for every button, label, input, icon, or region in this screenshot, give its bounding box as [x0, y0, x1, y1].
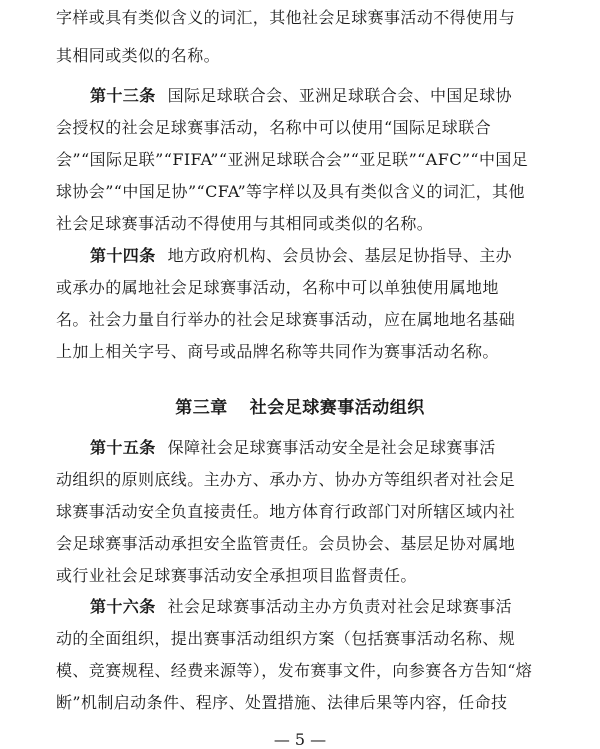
chapter-title: 社会足球赛事活动组织	[249, 398, 425, 418]
text-line: 上加上相关字号、商号或品牌名称等共同作为赛事活动名称。	[56, 342, 499, 361]
article-13-heading: 第十三条	[90, 86, 156, 105]
text-line: 动组织的原则底线。主办方、承办方、协办方等组织者对社会足	[56, 470, 516, 489]
article-13-line	[90, 86, 546, 106]
article-14-text: 地方政府机构、会员协会、基层足协指导、主办	[167, 246, 513, 265]
article-14-heading: 第十四条	[90, 246, 156, 265]
text-line: 社会足球赛事活动不得使用与其相同或类似的名称。	[56, 214, 434, 233]
text-line: 模、竞赛规程、经费来源等），发布赛事文件，向参赛各方告知“熔	[56, 661, 533, 680]
text-line: 会”“国际足联”“FIFA”“亚洲足球联合会”“亚足联”“AFC”“中国足	[56, 150, 529, 169]
text-line: 会授权的社会足球赛事活动，名称中可以使用“国际足球联合	[56, 118, 491, 137]
text-line: 名。社会力量自行举办的社会足球赛事活动，应在属地地名基础	[56, 310, 516, 329]
article-16-heading: 第十六条	[90, 597, 156, 616]
text-line: 动的全面组织，提出赛事活动组织方案（包括赛事活动名称、规	[56, 629, 516, 648]
text-line: 球赛事活动安全负直接责任。地方体育行政部门对所辖区域内社	[56, 502, 516, 521]
article-16-line	[90, 597, 546, 617]
text-line: 断”机制启动条件、程序、处置措施、法律后果等内容，任命技	[56, 693, 508, 712]
chapter-number: 第三章	[175, 398, 228, 418]
text-line: 会足球赛事活动承担安全监管责任。会员协会、基层足协对属地	[56, 534, 516, 553]
text-line: 其相同或类似的名称。	[56, 46, 221, 65]
text-line: 球协会”“中国足协”“CFA”等字样以及具有类似含义的词汇，其他	[56, 182, 525, 201]
article-15-line	[90, 438, 546, 458]
page-number: — 5 —	[273, 730, 327, 749]
article-16-text: 社会足球赛事活动主办方负责对社会足球赛事活	[167, 597, 513, 616]
text-line: 或行业社会足球赛事活动安全承担项目监督责任。	[56, 566, 417, 585]
article-15-heading: 第十五条	[90, 438, 156, 457]
article-15-text: 保障社会足球赛事活动安全是社会足球赛事活	[167, 438, 496, 457]
chapter-heading	[0, 397, 600, 419]
text-line: 字样或具有类似含义的词汇，其他社会足球赛事活动不得使用与	[56, 8, 516, 27]
article-13-text: 国际足球联合会、亚洲足球联合会、中国足球协	[167, 86, 513, 105]
text-line: 或承办的属地社会足球赛事活动，名称中可以单独使用属地地	[56, 278, 499, 297]
article-14-line	[90, 246, 546, 266]
